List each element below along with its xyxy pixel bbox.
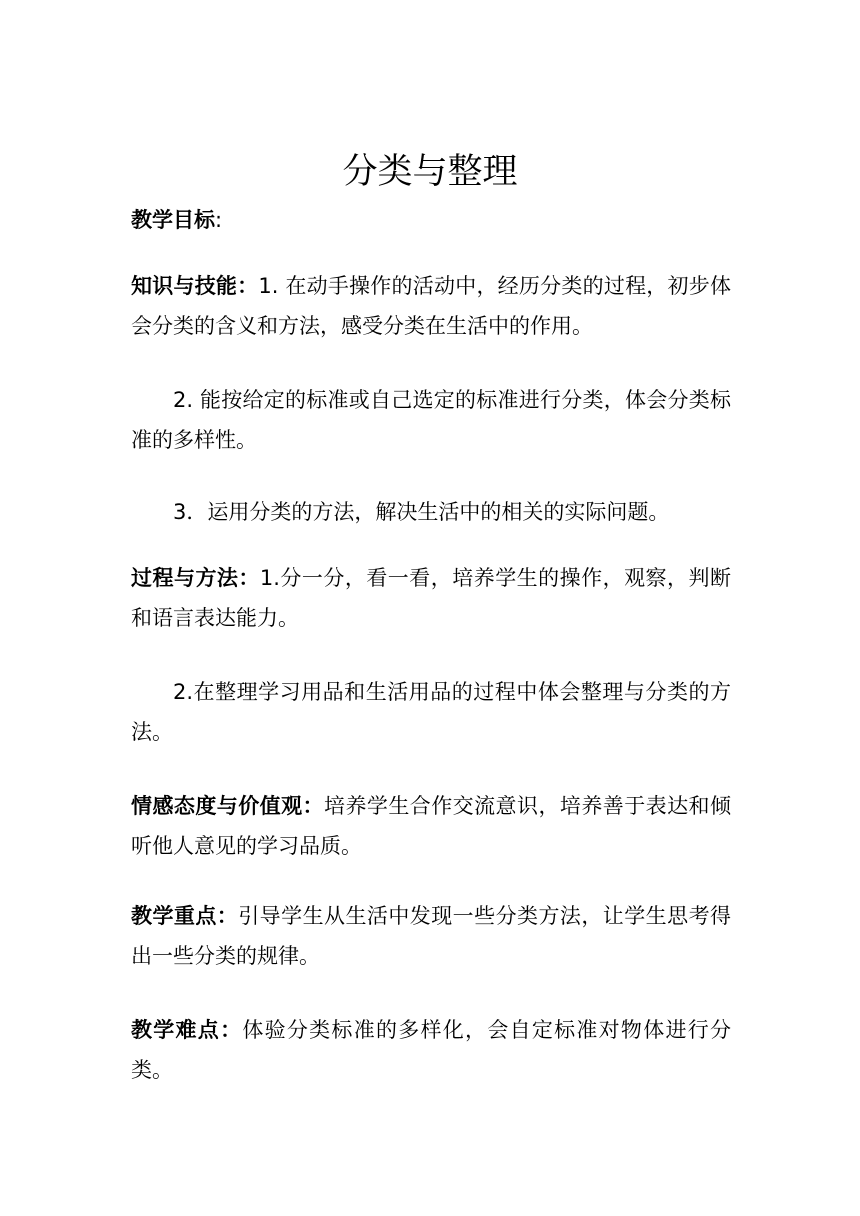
process-item-2: 2.在整理学习用品和生活用品的过程中体会整理与分类的方法。	[131, 680, 731, 744]
key-point-label: 教学重点：	[131, 904, 239, 928]
process-label: 过程与方法：	[131, 566, 260, 590]
process-paragraph	[131, 558, 731, 638]
knowledge-label: 知识与技能：	[131, 274, 259, 298]
objectives-label: 教学目标	[131, 208, 215, 232]
page-title: 分类与整理	[342, 152, 518, 192]
knowledge-item-3: 3．运用分类的方法，解决生活中的相关的实际问题。	[173, 500, 670, 524]
difficulty-label: 教学难点：	[131, 1018, 243, 1042]
objectives-colon: :	[215, 208, 223, 232]
difficulty-paragraph	[131, 1010, 731, 1090]
objectives-heading	[131, 200, 731, 240]
knowledge-item-1: 1. 在动手操作的活动中，经历分类的过程，初步体会分类的含义和方法，感受分类在生活中的作用。	[131, 274, 732, 338]
difficulty-text: 体验分类标准的多样化，会自定标准对物体进行分类。	[131, 1018, 732, 1082]
process-item-1: 1.分一分，看一看，培养学生的操作，观察，判断和语言表达能力。	[131, 566, 731, 630]
key-point-paragraph	[131, 896, 731, 976]
knowledge-item-2: 2. 能按给定的标准或自己选定的标准进行分类，体会分类标准的多样性。	[131, 388, 731, 452]
key-point-text: 引导学生从生活中发现一些分类方法，让学生思考得出一些分类的规律。	[131, 904, 732, 968]
emotion-text: 培养学生合作交流意识，培养善于表达和倾听他人意见的学习品质。	[131, 794, 731, 858]
knowledge-paragraph	[131, 266, 731, 346]
emotion-label: 情感态度与价值观：	[131, 794, 324, 818]
emotion-paragraph	[131, 786, 731, 866]
